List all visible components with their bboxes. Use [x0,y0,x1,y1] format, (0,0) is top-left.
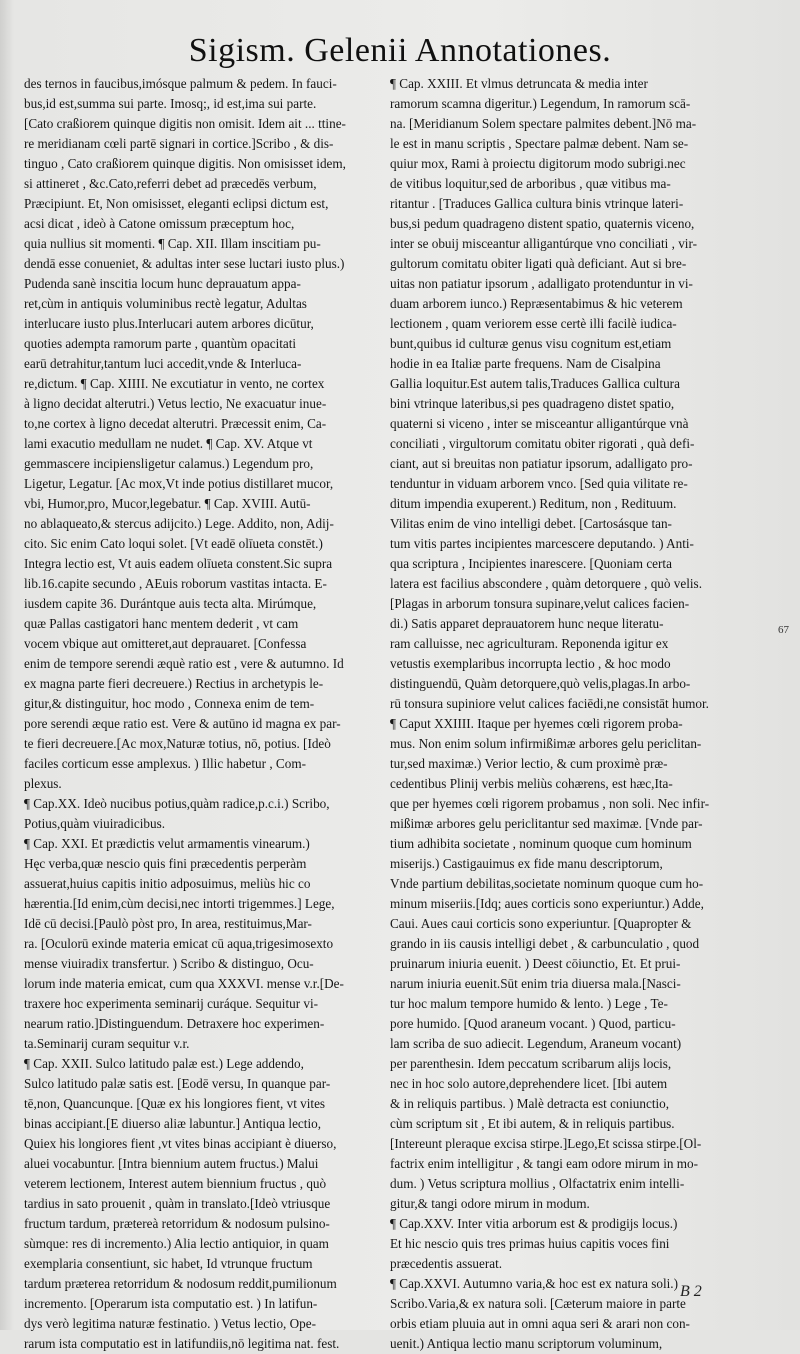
text-line: que per hyemes cœli rigorem probamus , non soli. Nec infir- [390,796,710,811]
text-line: miserijs.) Castigauimus ex fide manu descriptorum, [390,856,663,871]
signature-mark: B 2 [680,1283,702,1300]
text-line: ¶ Cap. XXII. Sulco latitudo palæ est.) Lege addendo, [24,1056,304,1071]
text-line: binas accipiant.[E diuerso aliæ labuntur.] Antiqua lectio, [24,1116,322,1131]
right-column [390,74,745,1354]
text-line: si attineret , &c.Cato,referri debet ad præcedēs verbum, [24,176,317,191]
text-line: pore humido. [Quod araneum vocant. ) Quod, particu- [390,1016,676,1031]
text-line: minum miseriis.[Idq; aues corticis sono experiuntur.) Adde, [390,896,704,911]
text-line: acsi dicat , ideò à Catone omissum præceptum hoc, [24,216,295,231]
text-line: tium adhibita societate , nominum quoque cum hominum [390,836,692,851]
text-line: quia nullius sit momenti. ¶ Cap. XII. Illam inscitiam pu- [24,236,321,251]
text-line: Vilitas enim de vino intelligi debet. [Cartosásque tan- [390,516,672,531]
text-line: lorum inde materia emicat, cum qua XXXVI. mense v.r.[De- [24,976,344,991]
text-line: aluei vocabuntur. [Intra biennium autem fructus.) Malui [24,1156,319,1171]
text-line: tardum præterea retorridum & nodosum reddit,pumilionum [24,1276,337,1291]
text-line: dys verò legitima naturæ festinatio. ) Vetus lectio, Ope- [24,1316,317,1331]
text-line: ¶ Cap. XXIII. Et vlmus detruncata & media inter [390,76,648,91]
text-line: Scribo.Varia,& ex natura soli. [Cæterum maiore in parte [390,1296,686,1311]
text-line: bus,id est,summa sui parte. Imosq;, id est,ima sui parte. [24,96,317,111]
text-line: interlucare iusto plus.Interlucari autem arbores dicūtur, [24,316,314,331]
text-line: mißimæ arbores gelu periclitantur sed maximæ. [Vnde par- [390,816,703,831]
text-line: hærentia.[Id enim,cùm decisi,nec intorti trigemmes.] Lege, [24,896,335,911]
text-line: to,ne cortex à ligno decedat alterutri. Præcessit enim, Ca- [24,416,327,431]
text-line: Ligetur, Legatur. [Ac mox,Vt inde potius distillaret mucor, [24,476,334,491]
text-line: inter se obuij misceantur alligantúrque vno conciliati , vir- [390,236,697,251]
text-line: Et hic nescio quis tres primas huius capitis voces fini [390,1236,670,1251]
text-line: Gallia loquitur.Est autem talis,Traduces Gallica cultura [390,376,680,391]
text-line: quiur mox, Rami à proiectu digitorum modo subrigi.nec [390,156,686,171]
margin-note: 67 [778,624,789,636]
text-line: dendā esse conueniet, & adultas inter sese luctari iusto plus.) [24,256,345,271]
text-line: vetustis exemplaribus incorrupta lectio , & hoc modo [390,656,671,671]
text-line: rū tonsura supiniore velut calices faciēdi,ne consistāt humor. [390,696,709,711]
text-line: vbi, Humor,pro, Mucor,legebatur. ¶ Cap. XVIII. Autū- [24,496,311,511]
text-line: ¶ Caput XXIIII. Itaque per hyemes cœli rigorem proba- [390,716,683,731]
text-line: ditum impendia exuperent.) Reditum, non , Redituum. [390,496,677,511]
text-line: ¶ Cap.XXVI. Autumno varia,& hoc est ex natura soli.) [390,1276,678,1291]
text-line: tum vitis partes incipientes marcescere deputando. ) Anti- [390,536,694,551]
text-line: lectionem , quam veriorem esse certè illi facilè iudica- [390,316,677,331]
text-line: cito. Sic enim Cato loqui solet. [Vt eadē olīueta constēt.) [24,536,323,551]
text-line: gemmascere incipiensligetur calamus.) Legendum pro, [24,456,314,471]
text-line: Idē cū decisi.[Paulò pòst pro, In area, restituimus,Mar- [24,916,312,931]
text-line: Quiex his longiores fient ,vt vites binas accipiant è diuerso, [24,1136,337,1151]
text-line: dum. ) Vetus scriptura mollius , Olfactatrix enim intelli- [390,1176,685,1191]
text-line: tenduntur in viduam arborem vnco. [Sed quia vilitate re- [390,476,688,491]
text-line: veterem lectionem, Interest autem biennium fructus , quò [24,1176,327,1191]
text-line: des ternos in faucibus,imósque palmum & pedem. In fauci- [24,76,337,91]
text-line: re,dictum. ¶ Cap. XIIII. Ne excutiatur in vento, ne cortex [24,376,325,391]
text-line: [Intereunt pleraque excisa stirpe.]Lego,Et scissa stirpe.[Ol- [390,1136,702,1151]
text-line: plexus. [24,776,62,791]
text-line: nearum ratio.]Distinguendum. Detraxere hoc experimen- [24,1016,325,1031]
text-line: de vitibus loquitur,sed de arboribus , quæ vitibus ma- [390,176,671,191]
text-line: tur,sed maximæ.) Verior lectio, & cum proximè præ- [390,756,668,771]
text-line: conciliati , virgultorum comitatu obiter rigorati , quà defi- [390,436,695,451]
text-line: faciles corticum esse amplexus. ) Illic habetur , Com- [24,756,306,771]
text-line: no ablaqueato,& stercus adijcito.) Lege. Addito, non, Adij- [24,516,334,531]
text-line: mense viuiradix transfertur. ) Scribo & distinguo, Ocu- [24,956,314,971]
text-line: ram calluisse, nec agriculturam. Reponenda igitur ex [390,636,669,651]
text-line: exemplaria consentiunt, sic habet, Id vtrunque fructum [24,1256,313,1271]
text-line: per parenthesin. Idem peccatum scribarum alijs locis, [390,1056,672,1071]
text-line: pore serendi æque ratio est. Vere & autūno id magna ex par- [24,716,341,731]
text-line: narum iniuria euenit.Sūt enim tria diuersa mala.[Nasci- [390,976,681,991]
text-line: traxere hoc experimenta seminarij curáque. Sequitur vi- [24,996,319,1011]
text-line: lam scriba de suo adiecit. Legendum, Araneum vocant) [390,1036,682,1051]
text-line: qua scriptura , Incipientes inarescere. [Quoniam certa [390,556,672,571]
text-line: ¶ Cap.XX. Ideò nucibus potius,quàm radice,p.c.i.) Scribo, [24,796,330,811]
text-line: ra. [Oculorū exinde materia emicat cū aqua,trigesimosexto [24,936,334,951]
text-line: Vnde partium debilitas,societate nominum quoque cum ho- [390,876,704,891]
text-line: tur hoc malum tempore humido & lento. ) Lege , Te- [390,996,668,1011]
text-line: te fieri decreuere.[Ac mox,Naturæ totius, nō, potius. [Ideò [24,736,331,751]
text-line: assuerat,huius capitis initio adposuimus, meliùs hic co [24,876,311,891]
text-line: di.) Satis apparet deprauatorem hunc neque literatu- [390,616,664,631]
text-line: orbis etiam pluuia aut in omni aqua seri & arari non con- [390,1316,690,1331]
text-line: & in reliquis partibus. ) Malè detracta est coniunctio, [390,1096,670,1111]
text-line: Potius,quàm viuiradicibus. [24,816,166,831]
text-line: ¶ Cap.XXV. Inter vitia arborum est & prodigijs locus.) [390,1216,678,1231]
text-line: gultorum comitatu obiter ligati quà deficiant. Aut si bre- [390,256,687,271]
text-line: sùmque: res di incremento.) Alia lectio antiquior, in quam [24,1236,329,1251]
text-line: le est in manu scriptis , Spectare palmæ debent. Nam se- [390,136,689,151]
text-line: enim de tempore serendi æquè ratio est , vere & autumno. Id [24,656,344,671]
text-line: ramorum scamna digeritur.) Legendum, In ramorum scā- [390,96,691,111]
text-line: tardius in sato prouenit , quàm in translato.[Ideò vtriusque [24,1196,331,1211]
text-line: quæ Pallas castigatori hanc mentem dederit , vt cam [24,616,299,631]
text-line: gitur,& tangi odore mirum in modum. [390,1196,590,1211]
text-line: à ligno decidat alterutri.) Vetus lectio, Ne exacuatur inue- [24,396,327,411]
text-line: na. [Meridianum Solem spectare palmites debent.]Nō ma- [390,116,697,131]
text-line: lami exacutio medullam ne nudet. ¶ Cap. XV. Atque vt [24,436,313,451]
text-line: Præcipiunt. Et, Non omisisset, eleganti eclipsi dictum est, [24,196,329,211]
text-line: ta.Seminarij curam sequitur v.r. [24,1036,190,1051]
text-line: uitas non patiatur ipsorum , adalligato protenduntur in vi- [390,276,693,291]
text-line: distinguendū, Quàm detorquere,quò velis,plagas.In arbo- [390,676,691,691]
text-line: rarum ista computatio est in latifundiis,nō legitima nat. fest. [24,1336,340,1351]
text-line: pruinarum iniuria euenit. ) Deest cōiunctio, Et. Et prui- [390,956,681,971]
text-line: factrix enim intelligitur , & tangi eam odore mirum in mo- [390,1156,699,1171]
text-line: ritantur . [Traduces Gallica cultura binis vtrinque lateri- [390,196,684,211]
text-line: ciant, aut si breuitas non patiatur ipsorum, adalligato pro- [390,456,693,471]
text-line: Hęc verba,quæ nescio quis fini præcedentis perperàm [24,856,307,871]
text-line: fructum tardum, prætereà retorridum & nodosum pulsino- [24,1216,330,1231]
text-line: tē,non, Quancunque. [Quæ ex his longiores fient, vt vites [24,1096,326,1111]
left-column [24,74,379,1354]
text-line: bini vtrinque lateribus,si pes quadrageno distet spatio, [390,396,675,411]
text-line: gitur,& distinguitur, hoc modo , Connexa enim de tem- [24,696,315,711]
text-line: earū detrahitur,tantum luci accedit,vnde & Interluca- [24,356,302,371]
text-line: Integra lectio est, Vt auis eadem olīueta constent.Sic supra [24,556,333,571]
text-line: nec in hoc solo autore,deprehendere licet. [Ibi autem [390,1076,668,1091]
page-title: Sigism. Gelenii Annotationes. [188,32,612,69]
text-line: re meridianam cœli partē signari in cortice.]Scribo , & dis- [24,136,334,151]
text-line: [Plagas in arborum tonsura supinare,velut calices facien- [390,596,690,611]
text-line: ¶ Cap. XXI. Et prædictis velut armamentis vinearum.) [24,836,310,851]
text-line: tinguo , Cato craßiorem quinque digitis. Non omisisset idem, [24,156,346,171]
text-line: Sulco latitudo palæ satis est. [Eodē versu, In quanque par- [24,1076,331,1091]
text-line: Caui. Aues caui corticis sono experiuntur. [Quapropter & [390,916,692,931]
text-line: bus,si pedum quadrageno distent spatio, quaternis viceno, [390,216,695,231]
text-line: vocem vbique aut omitteret,aut deprauaret. [Confessa [24,636,307,651]
text-line: mus. Non enim solum infirmißimæ arbores gelu periclitan- [390,736,702,751]
text-line: iusdem capite 36. Durántque auis tecta alta. Mirúmque, [24,596,317,611]
text-line: Pudenda sanè inscitia locum hunc deprauatum appa- [24,276,301,291]
text-line: ex magna parte fieri decreuere.) Rectius in archetypis le- [24,676,324,691]
text-line: ret,cùm in antiquis voluminibus rectè legatur, Adultas [24,296,307,311]
text-line: latera est facilius abscondere , quàm detorquere , quò velis. [390,576,702,591]
text-line: hodie in ea Italiæ parte frequens. Nam de Cisalpina [390,356,661,371]
text-line: lib.16.capite secundo , AEuis roborum vastitas intacta. E- [24,576,327,591]
text-line: duam arborem iunco.) Repræsentabimus & hic veterem [390,296,683,311]
text-line: cùm scriptum sit , Et ibi autem, & in reliquis partibus. [390,1116,675,1131]
text-line: quoties adempta ramorum parte , quantùm opacitati [24,336,297,351]
text-line: bunt,quibus id culturæ genus visu cognitum est,etiam [390,336,672,351]
text-line: quaterni si viceno , inter se misceantur alligantúrque vnà [390,416,689,431]
text-line: [Cato craßiorem quinque digitis non omisit. Idem ait ... ttine- [24,116,346,131]
text-line: incremento. [Operarum ista computatio est. ) In latifun- [24,1296,318,1311]
text-line: cedentibus Plinij verbis meliùs cohærens, est hæc,Ita- [390,776,673,791]
text-line: grando in iis causis intelligi debet , & carbunculatio , quod [390,936,700,951]
text-line: præcedentis assuerat. [390,1256,503,1271]
text-line: uenit.) Antiqua lectio manu scriptorum voluminum, [390,1336,663,1351]
